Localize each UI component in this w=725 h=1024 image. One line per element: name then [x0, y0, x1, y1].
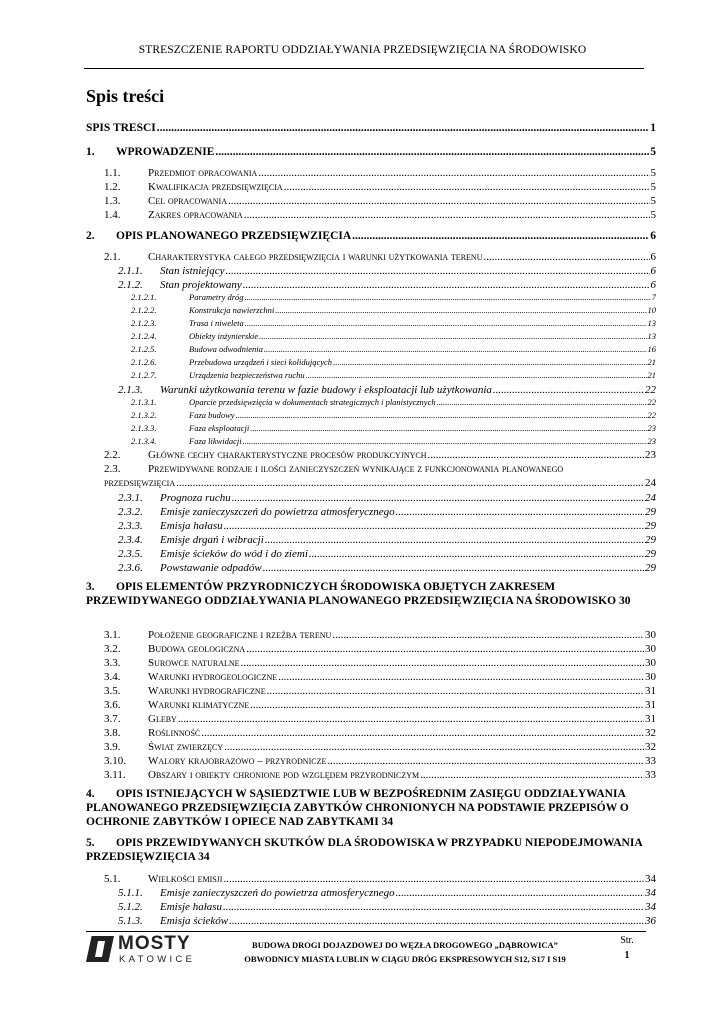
toc-entry-3-9[interactable]	[86, 741, 656, 754]
toc-entry-number: 5.	[86, 837, 95, 849]
toc-entry-number: 2.1.2.7.	[131, 371, 157, 380]
page-header-title: STRESZCZENIE RAPORTU ODDZIAŁYWANIA PRZEDSIĘWZIĘCIA NA ŚRODOWISKO	[138, 44, 587, 56]
toc-entry-number: 3.5.	[104, 685, 121, 697]
toc-entry-number: 3.9.	[104, 741, 121, 753]
toc-entry-title: przedsięwzięcia	[104, 477, 176, 489]
toc-entry-3-8[interactable]	[86, 727, 656, 740]
toc-entry-number: 3.6.	[104, 699, 121, 711]
toc-entry-number: 3.2.	[104, 643, 121, 655]
toc-entry-title: Emisje hałasu	[160, 901, 223, 913]
toc-entry-page: 29	[645, 520, 656, 532]
toc-entry-page: 5	[650, 167, 656, 179]
toc-entry-3-3[interactable]	[86, 657, 656, 670]
toc-entry-page: 23	[645, 449, 656, 461]
toc-entry-page: 29	[645, 548, 656, 560]
toc-entry-page: 22	[647, 411, 656, 420]
toc-entry-5-1-1[interactable]	[86, 887, 656, 900]
toc-entry-title: Cel opracowania	[148, 195, 227, 207]
toc-entry-page: 36	[645, 915, 656, 927]
toc-entry-2-1-2-2[interactable]	[86, 306, 656, 316]
toc-entry-number: 2.1.2.6.	[131, 358, 157, 367]
toc-entry-page: 30	[645, 643, 656, 655]
toc-entry-2-3-5[interactable]	[86, 548, 656, 561]
toc-entry-page: 5	[650, 195, 656, 207]
toc-entry-page: 31	[645, 685, 656, 697]
toc-entry-title: Kwalifikacja przedsięwzięcia	[148, 181, 283, 193]
toc-entry-2-1-3[interactable]	[86, 384, 656, 397]
toc-entry-title: Warunki hydrograficzne	[148, 685, 266, 697]
toc-entry-number: 3.3.	[104, 657, 121, 669]
toc-entry-title: Wielkości emisji	[148, 873, 223, 885]
toc-entry-number: 1.3.	[104, 195, 121, 207]
toc-entry-2-3-cont[interactable]	[86, 477, 656, 490]
toc-entry-title: Surowce naturalne	[148, 657, 240, 669]
toc-entry-title: Stan projektowany	[160, 279, 242, 291]
toc-entry-title: Przebudowa urządzeń i sieci kolidujących	[189, 358, 333, 367]
toc-entry-2-3-2[interactable]	[86, 506, 656, 519]
toc-entry-page: 34	[198, 850, 210, 863]
toc-entry-title: Faza budowy	[189, 411, 235, 420]
footer-page-value: 1	[624, 950, 630, 961]
toc-entry-number: 2.1.2.	[118, 279, 143, 291]
toc-entry-2[interactable]	[86, 230, 656, 243]
toc-entry-2-1-3-1[interactable]	[86, 398, 656, 408]
toc-entry-page: 5	[650, 146, 656, 158]
toc-entry-page: 10	[647, 306, 656, 315]
toc-entry-page: 31	[645, 713, 656, 725]
toc-entry-number: 2.1.2.4.	[131, 332, 157, 341]
toc-entry-2-3-1[interactable]	[86, 492, 656, 505]
toc-entry-title: Faza eksploatacji	[189, 424, 250, 433]
toc-entry-number: 5.1.1.	[118, 887, 143, 899]
toc-entry-title: Obiekty inżynierskie	[189, 332, 259, 341]
toc-entry-1-2[interactable]	[86, 181, 656, 194]
logo-text-top: MOSTY	[118, 933, 191, 954]
toc-entry-page: 24	[645, 477, 656, 489]
toc-entry-title: Faza likwidacji	[189, 437, 242, 446]
footer-page-label: Str.	[620, 935, 634, 946]
toc-entry-number: 2.1.2.3.	[131, 319, 157, 328]
toc-entry-number: 1.2.	[104, 181, 121, 193]
toc-entry-2-1-2-5[interactable]	[86, 345, 656, 355]
toc-entry-spis-tresci[interactable]	[86, 122, 656, 135]
toc-entry-2-1-2[interactable]	[86, 279, 656, 292]
toc-entry-number: 5.1.2.	[118, 901, 143, 913]
toc-entry-title: Parametry dróg	[189, 293, 244, 302]
toc-entry-title: Przedmiot opracowania	[148, 167, 258, 179]
toc-entry-2-3[interactable]	[86, 463, 656, 476]
toc-entry-title: Budowa geologiczna	[148, 643, 246, 655]
toc-entry-number: 2.1.3.3.	[131, 424, 157, 433]
toc-entry-number: 2.1.3.1.	[131, 398, 157, 407]
toc-entry-title: Charakterystyka całego przedsięwzięcia i warunki użytkowania terenu	[148, 251, 483, 263]
toc-entry-number: 2.3.3.	[118, 520, 143, 532]
toc-entry-page: 6	[650, 251, 656, 263]
toc-entry-number: 5.1.3.	[118, 915, 143, 927]
toc-entry-title: Przewidywane rodzaje i ilości zanieczyszczeń wynikające z funkcjonowania planowanego	[148, 463, 564, 475]
toc-entry-3-5[interactable]	[86, 685, 656, 698]
toc-entry-3-10[interactable]	[86, 755, 656, 768]
toc-entry-1-1[interactable]	[86, 167, 656, 180]
toc-entry-page: 30	[618, 594, 631, 607]
toc-entry-page: 34	[645, 901, 656, 913]
toc-entry-2-1-3-4[interactable]	[86, 437, 656, 447]
toc-entry-number: 2.3.4.	[118, 534, 143, 546]
toc-entry-1-4[interactable]	[86, 209, 656, 222]
toc-entry-number: 5.1.	[104, 873, 121, 885]
toc-entry-2-3-3[interactable]	[86, 520, 656, 533]
footer-rule	[86, 931, 646, 932]
toc-entry-title: Walory krajobrazowo – przyrodnicze	[148, 755, 327, 767]
toc-entry-number: 2.1.3.4.	[131, 437, 157, 446]
toc-entry-title: Emisje zanieczyszczeń do powietrza atmosferycznego	[160, 506, 395, 518]
toc-entry-3-1[interactable]	[86, 629, 656, 642]
toc-entry-page: 6	[650, 265, 656, 277]
toc-entry-page: 16	[647, 345, 656, 354]
toc-entry-title: Położenie geograficzne i rzeźba terenu	[148, 629, 332, 641]
toc-entry-2-1-3-3[interactable]	[86, 424, 656, 434]
footer-line-1: BUDOWA DROGI DOJAZDOWEJ DO WĘZŁA DROGOWEGO „DĄBROWICA”	[252, 940, 558, 950]
toc-entry-page: 31	[645, 699, 656, 711]
toc-entry-2-1-1[interactable]	[86, 265, 656, 278]
toc-entry-5-1-3[interactable]	[86, 915, 656, 928]
toc-entry-number: 2.3.	[104, 463, 121, 475]
toc-entry-3[interactable]	[86, 581, 656, 609]
toc-entry-title: Główne cechy charakterystyczne procesów produkcyjnych	[148, 449, 427, 461]
toc-entry-title: Warunki klimatyczne	[148, 699, 250, 711]
footer-page-number	[612, 933, 642, 963]
toc-entry-number: 1.1.	[104, 167, 121, 179]
header-rule	[84, 68, 644, 69]
toc-entry-page: 22	[647, 398, 656, 407]
footer-project-title	[212, 939, 598, 966]
toc-entry-3-6[interactable]	[86, 699, 656, 712]
toc-entry-page: 30	[645, 657, 656, 669]
toc-entry-page: 29	[645, 534, 656, 546]
toc-heading: Spis treści	[86, 86, 165, 106]
toc-entry-number: 3.11.	[104, 769, 126, 781]
toc-entry-page: 29	[645, 506, 656, 518]
toc-entry-title: Emisja hałasu	[160, 520, 223, 532]
footer-line-2: OBWODNICY MIASTA LUBLIN W CIĄGU DRÓG EKSPRESOWYCH S12, S17 I S19	[244, 953, 566, 964]
toc-entry-2-2[interactable]	[86, 449, 656, 462]
toc-entry-page: 33	[645, 755, 656, 767]
toc-entry-page: 1	[650, 122, 656, 134]
toc-entry-2-1-3-2[interactable]	[86, 411, 656, 421]
toc-entry-2-1-2-6[interactable]	[86, 358, 656, 368]
toc-entry-1-3[interactable]	[86, 195, 656, 208]
toc-entry-5-1[interactable]	[86, 873, 656, 886]
toc-entry-number: 2.1.1.	[118, 265, 143, 277]
toc-entry-title: Konstrukcja nawierzchni	[189, 306, 275, 315]
toc-entry-number: 2.3.6.	[118, 562, 143, 574]
toc-entry-page: 21	[647, 358, 656, 367]
toc-entry-title: Emisja ścieków	[160, 915, 229, 927]
toc-entry-title: Zakres opracowania	[148, 209, 243, 221]
toc-entry-number: 3.10.	[104, 755, 126, 767]
toc-entry-title: Urządzenia bezpieczeństwa ruchu	[189, 371, 305, 380]
toc-entry-title: Powstawanie odpadów	[160, 562, 262, 574]
toc-entry-title: Obszary i obiekty chronione pod względem przyrodniczym	[148, 769, 420, 781]
toc-entry-title: Warunki użytkowania terenu w fazie budowy i eksploatacji lub użytkowania	[160, 384, 492, 396]
logo-text-bottom: KATOWICE	[119, 954, 196, 965]
toc-entry-number: 1.	[86, 146, 95, 158]
toc-entry-number: 2.1.2.5.	[131, 345, 157, 354]
toc-entry-page: 34	[381, 815, 394, 828]
toc-entry-page: 34	[645, 873, 656, 885]
toc-entry-page: 22	[645, 384, 656, 396]
toc-entry-2-1-2-3[interactable]	[86, 319, 656, 329]
toc-entry-number: 2.2.	[104, 449, 121, 461]
toc-entry-3-4[interactable]	[86, 671, 656, 684]
toc-entry-3-2[interactable]	[86, 643, 656, 656]
toc-entry-5-1-2[interactable]	[86, 901, 656, 914]
toc-entry-title: Emisje drgań i wibracji	[160, 534, 264, 546]
toc-entry-title: Warunki hydrogeologiczne	[148, 671, 278, 683]
toc-entry-page: 13	[647, 319, 656, 328]
logo-mark-icon	[86, 936, 114, 962]
toc-entry-page: 33	[645, 769, 656, 781]
toc-entry-page: 6	[650, 230, 656, 242]
toc-entry-2-1-2-4[interactable]	[86, 332, 656, 342]
toc-entry-page: 32	[645, 727, 656, 739]
toc-entry-4[interactable]	[86, 788, 656, 829]
toc-entry-number: 1.4.	[104, 209, 121, 221]
toc-entry-page: 6	[650, 279, 656, 291]
toc-entry-2-1-2-7[interactable]	[86, 371, 656, 381]
toc-entry-number: 3.	[86, 581, 95, 593]
toc-entry-page: 5	[650, 181, 656, 193]
toc-entry-2-1[interactable]	[86, 251, 656, 264]
toc-entry-3-11[interactable]	[86, 769, 656, 782]
toc-entry-page: 23	[647, 437, 656, 446]
toc-entry-number: 4.	[86, 788, 95, 800]
toc-entry-page: 23	[647, 424, 656, 433]
toc-entry-page: 13	[647, 332, 656, 341]
toc-entry-page: 29	[645, 562, 656, 574]
toc-entry-title: Budowa odwodnienia	[189, 345, 263, 354]
toc-entry-title: Oparcie przedsięwzięcia w dokumentach strategicznych i planistycznych	[189, 398, 436, 407]
toc-entry-number: 2.	[86, 230, 95, 242]
toc-entry-title: Prognoza ruchu	[160, 492, 231, 504]
toc-entry-title: Trasa i niweleta	[189, 319, 244, 328]
toc-entry-number: 2.1.3.	[118, 384, 143, 396]
toc-entry-page: 7	[651, 293, 656, 302]
toc-entry-title: OPIS ELEMENTÓW PRZYRODNICZYCH ŚRODOWISKA OBJĘTYCH ZAKRESEM PRZEWIDYWANEGO ODDZIAŁYWANIA PLANOWANEGO PRZEDSIĘWZIĘCIA NA ŚRODOWISKO	[86, 581, 617, 607]
toc-entry-number: 2.1.	[104, 251, 121, 263]
toc-entry-number: 2.1.3.2.	[131, 411, 157, 420]
toc-entry-number: 2.3.1.	[118, 492, 143, 504]
toc-entry-1[interactable]	[86, 146, 656, 159]
toc-entry-2-1-2-1[interactable]	[86, 293, 656, 303]
toc-entry-title: Gleby	[148, 713, 177, 725]
toc-entry-title: Emisje ścieków do wód i do ziemi	[160, 548, 308, 560]
toc-entry-page: 30	[645, 671, 656, 683]
toc-entry-page: 32	[645, 741, 656, 753]
toc-entry-number: 2.1.2.2.	[131, 306, 157, 315]
toc-entry-title: WPROWADZENIE	[116, 146, 215, 158]
toc-entry-page: 21	[647, 371, 656, 380]
toc-entry-page: 34	[645, 887, 656, 899]
toc-entry-number: 2.3.2.	[118, 506, 143, 518]
toc-entry-number: 3.7.	[104, 713, 121, 725]
toc-entry-title: OPIS PLANOWANEGO PRZEDSIĘWZIĘCIA	[116, 230, 352, 242]
toc-entry-number: 3.8.	[104, 727, 121, 739]
toc-entry-page: 30	[645, 629, 656, 641]
company-logo	[86, 935, 206, 967]
toc-entry-title: Roślinność	[148, 727, 201, 739]
toc-entry-number: 2.3.5.	[118, 548, 143, 560]
toc-entry-2-3-6[interactable]	[86, 562, 656, 575]
toc-entry-page: 24	[645, 492, 656, 504]
toc-entry-number: 2.1.2.1.	[131, 293, 157, 302]
toc-entry-title: Stan istniejący	[160, 265, 225, 277]
toc-entry-5[interactable]	[86, 837, 656, 865]
toc-entry-2-3-4[interactable]	[86, 534, 656, 547]
toc-entry-number: 3.4.	[104, 671, 121, 683]
toc-entry-3-7[interactable]	[86, 713, 656, 726]
toc-entry-title: Świat zwierzęcy	[148, 741, 224, 753]
toc-entry-page: 5	[650, 209, 656, 221]
toc-entry-title: Emisje zanieczyszczeń do powietrza atmosferycznego	[160, 887, 395, 899]
toc-entry-number: 3.1.	[104, 629, 121, 641]
toc-entry-title: SPIS TREŚCI	[86, 122, 156, 134]
toc-entry-title: OPIS PRZEWIDYWANYCH SKUTKÓW DLA ŚRODOWISKA W PRZYPADKU NIEPODEJMOWANIA PRZEDSIĘWZIĘCIA	[86, 837, 642, 863]
toc-entry-title: OPIS ISTNIEJĄCYCH W SĄSIEDZTWIE LUB W BEZPOŚREDNIM ZASIĘGU ODDZIAŁYWANIA PLANOWANEGO PRZEDSIĘWZIĘCIA ZABYTKÓW CHRONIONYCH NA PODSTAWIE PRZEPISÓW O OCHRONIE ZABYTKÓW I OPIECE NAD ZABYTKAMI	[86, 788, 629, 828]
